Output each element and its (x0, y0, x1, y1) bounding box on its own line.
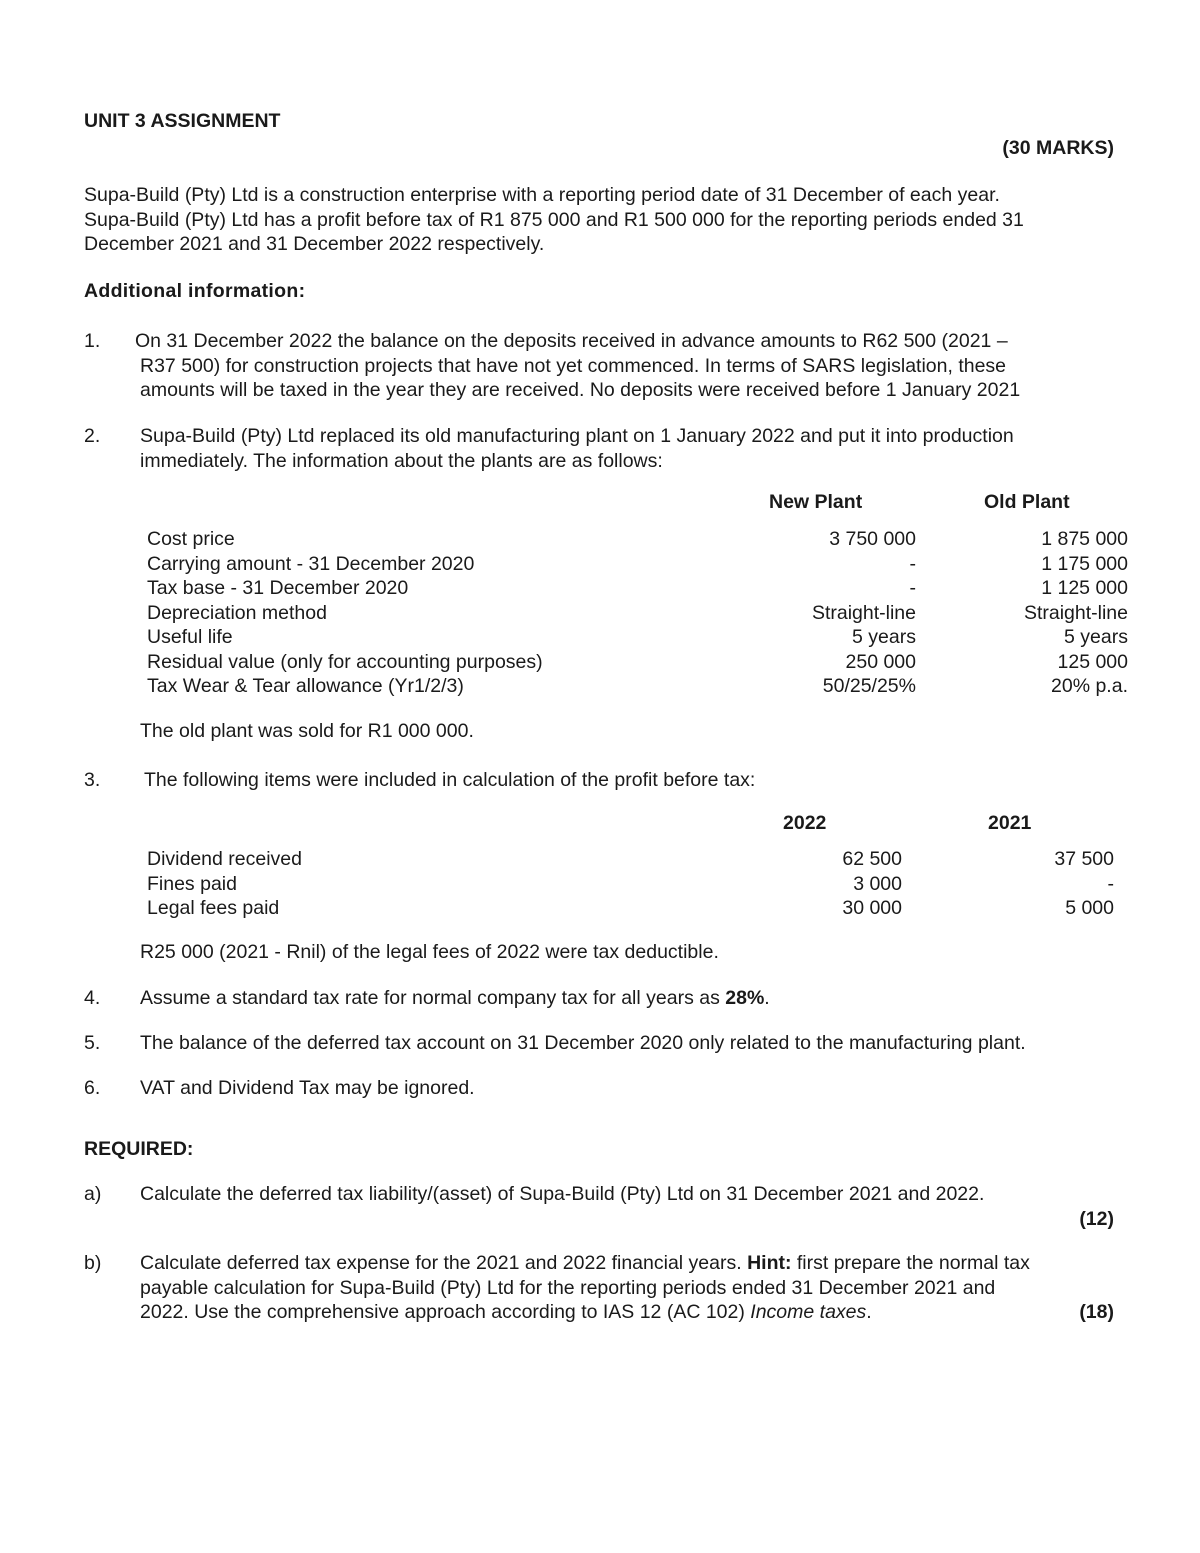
old-plant-note: The old plant was sold for R1 000 000. (140, 720, 474, 742)
column-header: 2021 (988, 812, 1032, 834)
table-row: Fines paid 3 000 - (147, 872, 1114, 895)
additional-info-heading: Additional information: (84, 280, 306, 302)
part-b-marks: (18) (1079, 1301, 1114, 1323)
hint-label: Hint: (747, 1252, 792, 1274)
table-row: Tax base - 31 December 2020 - 1 125 000 (147, 577, 1128, 599)
table-row: Carrying amount - 31 December 2020 - 1 175 000 (147, 552, 1128, 575)
intro-paragraph: Supa-Build (Pty) Ltd is a construction enterprise with a reporting period date of 31 December of each year. Supa-Build (Pty) Ltd has a profit before tax of R1 875 000 and R1 500 000 for the reporting periods ended 31 December 2021 and 31 December 2022 respectively. (84, 184, 1024, 255)
table-row: Legal fees paid 30 000 5 000 (147, 897, 1114, 919)
table-row: Tax Wear & Tear allowance (Yr1/2/3) 50/25/25% 20% p.a. (147, 675, 1128, 697)
page-title: UNIT 3 ASSIGNMENT (84, 110, 281, 132)
tax-rate: 28% (725, 987, 765, 1009)
part-a-marks: (12) (1079, 1207, 1114, 1230)
item-number: 1. (84, 330, 101, 352)
table-row: Useful life 5 years 5 years (147, 626, 1128, 648)
legal-fees-note: R25 000 (2021 - Rnil) of the legal fees of 2022 were tax deductible. (140, 941, 719, 963)
table-row: Residual value (only for accounting purposes) 250 000 125 000 (147, 650, 1128, 673)
part-label: a) (84, 1183, 102, 1205)
table-header (84, 811, 1128, 836)
column-header: 2022 (783, 812, 827, 834)
column-header: New Plant (769, 491, 863, 513)
item-number: 4. (84, 987, 101, 1009)
item-number: 6. (84, 1077, 101, 1099)
table-row: Dividend received 62 500 37 500 (147, 848, 1114, 870)
total-marks: (30 MARKS) (1002, 137, 1114, 159)
table-row: Cost price 3 750 000 1 875 000 (147, 528, 1128, 550)
table-header (84, 490, 1128, 515)
item-number: 2. (84, 425, 101, 447)
item-number: 5. (84, 1032, 101, 1054)
column-header: Old Plant (984, 491, 1070, 513)
required-heading: REQUIRED: (84, 1138, 194, 1160)
item-number: 3. (84, 769, 101, 791)
part-label: b) (84, 1252, 102, 1274)
table-row: Depreciation method Straight-line Straight-line (147, 601, 1128, 624)
